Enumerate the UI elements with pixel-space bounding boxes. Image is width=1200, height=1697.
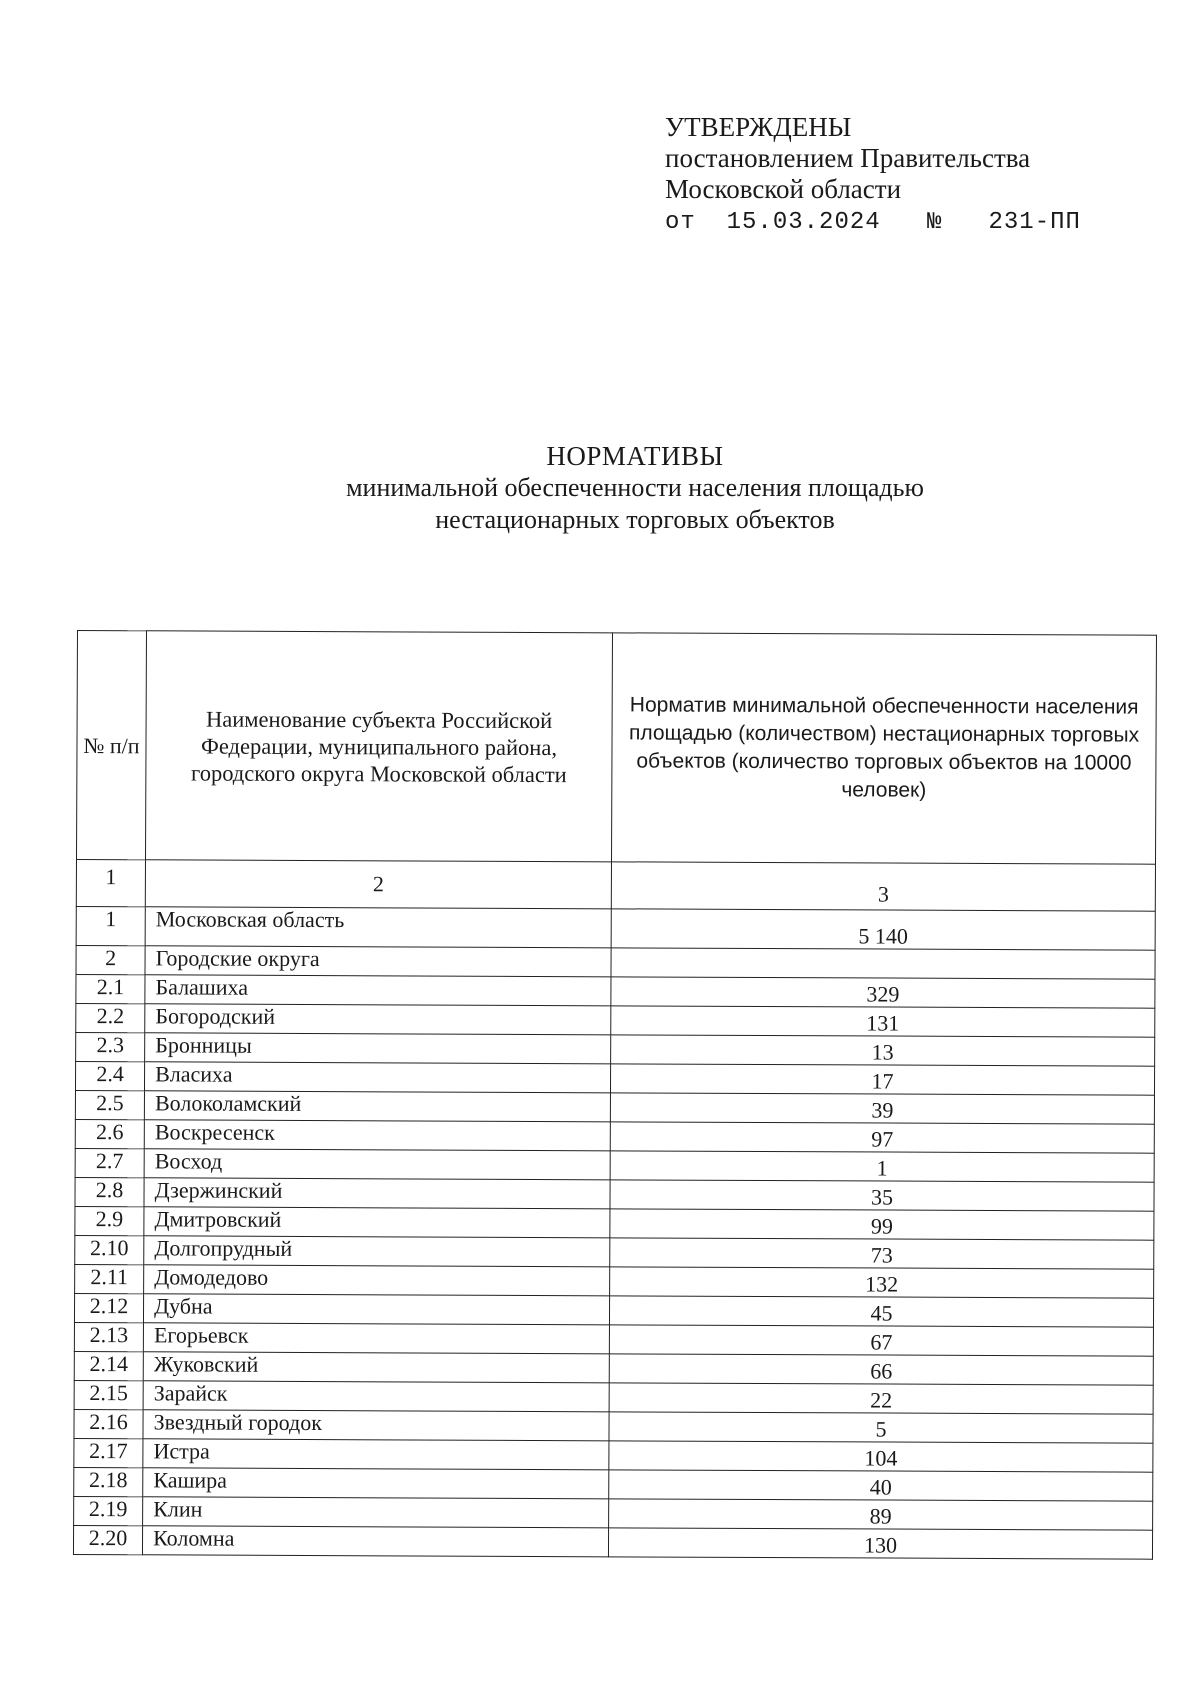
row-number: 2.15 xyxy=(74,1380,143,1409)
row-value: 22 xyxy=(609,1383,1153,1414)
header-num: № п/п xyxy=(76,631,146,860)
row-name: Восход xyxy=(144,1149,610,1180)
number-sign: № xyxy=(926,209,943,236)
row-name: Домодедово xyxy=(144,1265,610,1296)
document-subtitle-2: нестационарных торговых объектов xyxy=(435,505,835,534)
row-value: 130 xyxy=(608,1528,1152,1559)
row-value: 40 xyxy=(609,1470,1153,1501)
row-number: 2.20 xyxy=(73,1525,142,1554)
row-number: 1 xyxy=(76,906,145,945)
row-name: Власиха xyxy=(145,1062,611,1093)
approval-title: УТВЕРЖДЕНЫ xyxy=(665,112,852,142)
row-name: Долгопрудный xyxy=(144,1236,610,1267)
row-name: Дзержинский xyxy=(144,1178,610,1209)
table-row xyxy=(74,1351,1153,1385)
row-value: 13 xyxy=(611,1035,1155,1066)
row-value: 1 xyxy=(610,1151,1154,1182)
row-number: 2.3 xyxy=(76,1032,145,1061)
date-prefix: от xyxy=(665,209,696,236)
row-name: Клин xyxy=(143,1497,609,1528)
row-value: 131 xyxy=(611,1006,1155,1037)
table-row xyxy=(74,1496,1153,1530)
table-row xyxy=(74,1467,1153,1501)
header-name: Наименование субъекта Российской Федерации, муниципального района, городского округа Московской области xyxy=(146,631,613,862)
column-index-2: 2 xyxy=(145,860,611,909)
row-value: 45 xyxy=(610,1296,1154,1327)
row-value: 66 xyxy=(609,1354,1153,1385)
table-row xyxy=(76,1032,1155,1066)
row-value: 97 xyxy=(610,1122,1154,1153)
row-number: 2.4 xyxy=(75,1061,144,1090)
row-name: Богородский xyxy=(145,1004,611,1035)
row-number: 2.7 xyxy=(75,1148,144,1177)
row-number: 2.1 xyxy=(76,974,145,1003)
column-index-1: 1 xyxy=(76,860,145,907)
row-number: 2.11 xyxy=(75,1264,144,1293)
row-number: 2.6 xyxy=(75,1119,144,1148)
table-row xyxy=(74,1409,1153,1443)
row-number: 2.12 xyxy=(74,1293,143,1322)
row-value: 329 xyxy=(611,977,1155,1008)
header-value: Норматив минимальной обеспеченности населения площадью (количеством) нестационарных торговых объектов (количество торговых объектов на 10000 человек) xyxy=(612,633,1157,864)
table-row xyxy=(75,1119,1154,1153)
row-number: 2.18 xyxy=(74,1467,143,1496)
row-number: 2.2 xyxy=(76,1003,145,1032)
approval-date-line xyxy=(665,207,1081,238)
row-number: 2.19 xyxy=(74,1496,143,1525)
document-subtitle-1: минимальной обеспеченности населения площадью xyxy=(346,473,924,502)
table-header-row xyxy=(76,631,1156,865)
table-row xyxy=(76,906,1155,950)
column-index-3: 3 xyxy=(611,862,1155,911)
row-number: 2.9 xyxy=(75,1206,144,1235)
row-name: Зарайск xyxy=(143,1381,609,1412)
row-name: Воскресенск xyxy=(144,1120,610,1151)
row-number: 2.14 xyxy=(74,1351,143,1380)
row-name: Волоколамский xyxy=(144,1091,610,1122)
row-value: 132 xyxy=(610,1267,1154,1298)
row-name: Балашиха xyxy=(145,975,611,1006)
row-name: Коломна xyxy=(143,1526,609,1557)
column-index-row xyxy=(76,860,1155,912)
row-number: 2.16 xyxy=(74,1409,143,1438)
row-number: 2.13 xyxy=(74,1322,143,1351)
table-body xyxy=(73,906,1155,1559)
row-name: Жуковский xyxy=(143,1352,609,1383)
approval-stamp xyxy=(665,112,1081,238)
row-value: 89 xyxy=(609,1499,1153,1530)
row-name: Городские округа xyxy=(145,946,611,977)
document-title: НОРМАТИВЫ xyxy=(546,441,724,471)
row-number: 2.17 xyxy=(74,1438,143,1467)
row-value xyxy=(611,948,1155,979)
row-name: Дмитровский xyxy=(144,1207,610,1238)
row-name: Московская область xyxy=(145,907,611,948)
approval-line-1: постановлением Правительства xyxy=(665,143,1031,173)
row-value: 17 xyxy=(611,1064,1155,1095)
row-number: 2 xyxy=(76,945,145,974)
approval-number: 231-ПП xyxy=(988,209,1081,236)
norms-table xyxy=(73,630,1157,1560)
row-value: 99 xyxy=(610,1209,1154,1240)
row-name: Егорьевск xyxy=(143,1323,609,1354)
row-number: 2.8 xyxy=(75,1177,144,1206)
row-name: Кашира xyxy=(143,1468,609,1499)
row-value: 5 140 xyxy=(611,909,1155,950)
row-name: Истра xyxy=(143,1439,609,1470)
row-value: 73 xyxy=(610,1238,1154,1269)
table-row xyxy=(73,1525,1152,1559)
row-value: 5 xyxy=(609,1412,1153,1443)
row-name: Бронницы xyxy=(145,1033,611,1064)
row-value: 39 xyxy=(610,1093,1154,1124)
row-number: 2.5 xyxy=(75,1090,144,1119)
document-heading xyxy=(0,440,1200,536)
row-value: 35 xyxy=(610,1180,1154,1211)
row-value: 104 xyxy=(609,1441,1153,1472)
approval-date: 15.03.2024 xyxy=(726,209,881,236)
table-row xyxy=(74,1438,1153,1472)
row-number: 2.10 xyxy=(75,1235,144,1264)
row-name: Дубна xyxy=(144,1294,610,1325)
row-name: Звездный городок xyxy=(143,1410,609,1441)
approval-line-2: Московской области xyxy=(665,174,902,204)
table-row xyxy=(75,1264,1154,1298)
row-value: 67 xyxy=(609,1325,1153,1356)
